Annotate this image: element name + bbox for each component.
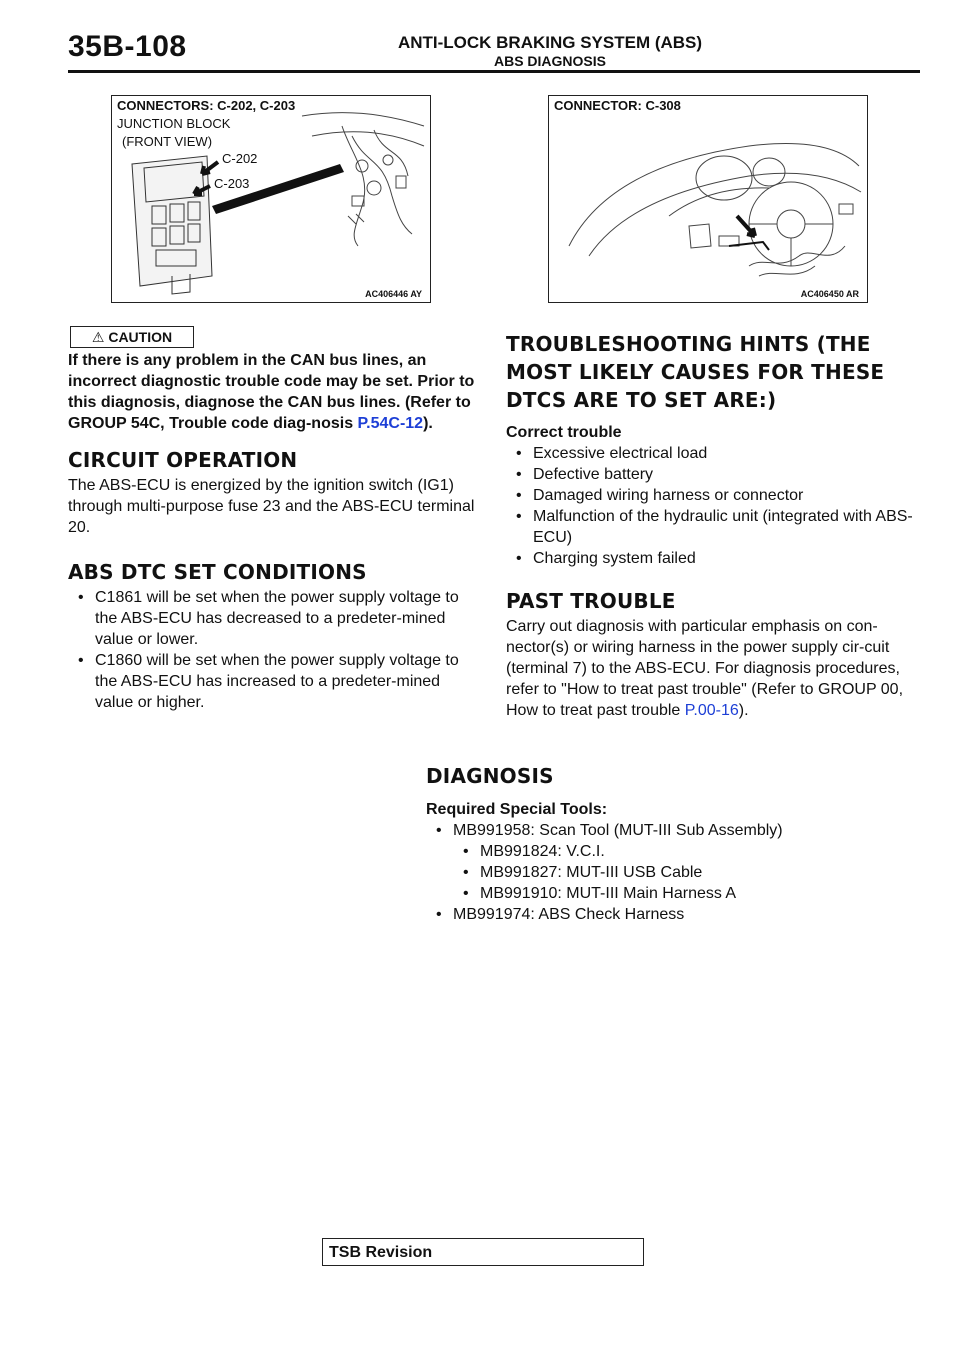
caution-label: ⚠ CAUTION [70, 326, 194, 348]
tools-sublist [453, 841, 920, 904]
list-item: • MB991827: MUT-III USB Cable [453, 862, 920, 883]
caution-link[interactable]: P.54C-12 [357, 415, 424, 432]
connector-label-c203: C-203 [214, 176, 250, 191]
caution-text: If there is any problem in the CAN bus lines, an incorrect diagnostic trouble code may be set. Prior to this diagnosis, diagnose the CAN bus lines. (Refer to GROUP 54C, Trouble code diag-nosis P.54C-12). [68, 352, 475, 432]
dashboard-illustration [549, 96, 867, 302]
header-rule [68, 70, 920, 73]
troubleshooting-subheading: Correct trouble [506, 424, 622, 441]
list-item: • C1861 will be set when the power supply voltage to the ABS-ECU has decreased to a predeter-mined value or lower. [68, 587, 476, 650]
list-item: • Excessive electrical load [506, 443, 920, 464]
warning-icon: ⚠ [91, 329, 105, 345]
connector-c308-figure [548, 95, 868, 303]
list-item: • MB991974: ABS Check Harness [426, 904, 920, 925]
tools-list [426, 904, 920, 925]
left-column [68, 350, 476, 713]
diagnosis-subheading: Required Special Tools: [426, 801, 608, 818]
list-item: • Malfunction of the hydraulic unit (integrated with ABS-ECU) [506, 506, 920, 548]
dtc-conditions-list [68, 587, 476, 713]
past-trouble-link[interactable]: P.00-16 [684, 702, 739, 719]
figure-caption: CONNECTORS: C-202, C-203 [117, 98, 296, 113]
connector-label-c202: C-202 [222, 151, 258, 166]
past-trouble-heading: PAST TROUBLE [506, 589, 676, 613]
troubleshooting-heading: TROUBLESHOOTING HINTS (THE MOST LIKELY CAUSES FOR THESE DTCS ARE TO SET ARE:) [506, 332, 885, 412]
figure-code: AC406450 AR [800, 289, 859, 299]
past-trouble-text: Carry out diagnosis with particular emphasis on con-nector(s) or wiring harness in the power supply cir-cuit (terminal 7) to the ABS-ECU. For diagnosis procedures, refer to "How to treat past trouble" (Refer to GROUP 00, How to treat past trouble P.00-16). [506, 618, 904, 719]
page-number: 35B-108 [68, 30, 187, 63]
figure-caption: CONNECTOR: C-308 [554, 98, 681, 113]
section-subtitle: ABS DIAGNOSIS [493, 53, 606, 69]
tools-list [426, 820, 920, 841]
junction-block-figure [111, 95, 431, 303]
figure-code: AC406446 AY [365, 289, 422, 299]
dtc-conditions-heading: ABS DTC SET CONDITIONS [68, 560, 367, 584]
list-item: • C1860 will be set when the power supply voltage to the ABS-ECU has increased to a predeter-mined value or higher. [68, 650, 476, 713]
circuit-operation-text: The ABS-ECU is energized by the ignition switch (IG1) through multi-purpose fuse 23 and the ABS-ECU terminal 20. [68, 477, 475, 536]
troubleshooting-list [506, 443, 920, 569]
junction-block-illustration [112, 96, 430, 302]
right-column [506, 330, 920, 721]
diagnosis-section [426, 766, 920, 925]
list-item: • MB991910: MUT-III Main Harness A [453, 883, 920, 904]
section-title: ANTI-LOCK BRAKING SYSTEM (ABS) [397, 33, 703, 52]
list-item: • MB991824: V.C.I. [453, 841, 920, 862]
circuit-operation-heading: CIRCUIT OPERATION [68, 448, 298, 472]
list-item: • Damaged wiring harness or connector [506, 485, 920, 506]
list-item: • MB991958: Scan Tool (MUT-III Sub Assembly) [426, 820, 920, 841]
list-item: • Defective battery [506, 464, 920, 485]
diagnosis-heading: DIAGNOSIS [426, 764, 554, 788]
tsb-revision-box: TSB Revision [322, 1238, 644, 1266]
figure-note: JUNCTION BLOCK [117, 116, 231, 131]
figure-note: (FRONT VIEW) [122, 134, 213, 149]
list-item: • Charging system failed [506, 548, 920, 569]
